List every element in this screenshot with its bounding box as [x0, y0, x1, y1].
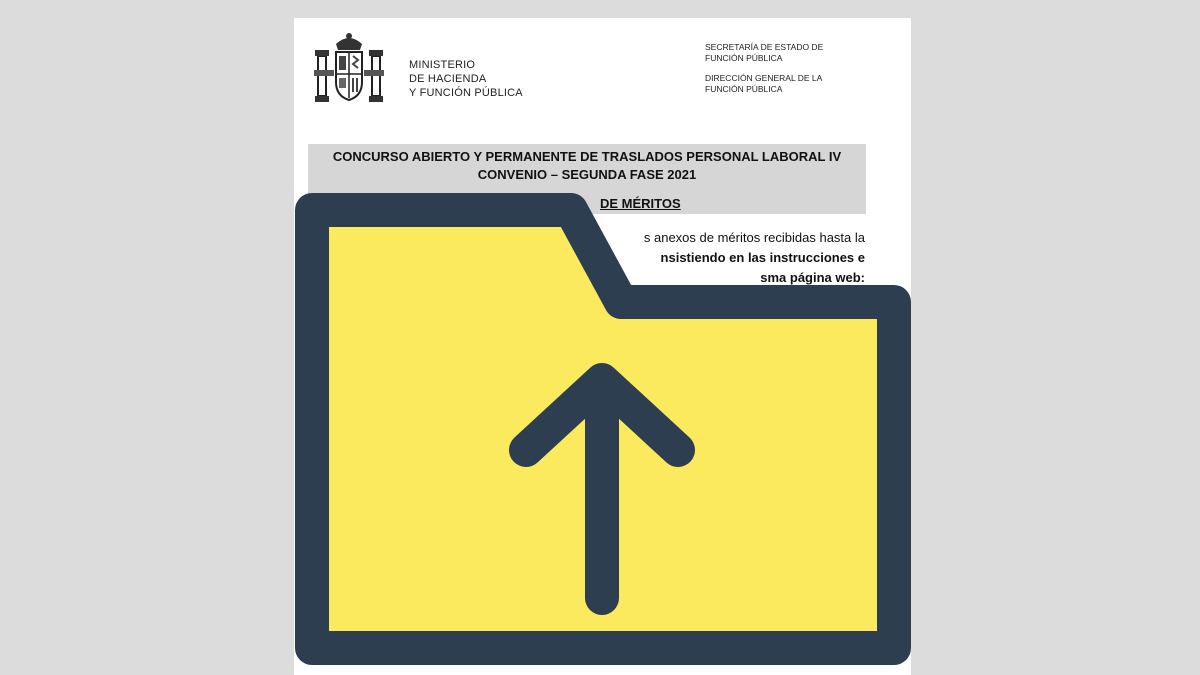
- folder-upload-icon: [294, 192, 912, 666]
- title-line: CONVENIO – SEGUNDA FASE 2021: [477, 167, 697, 182]
- secretaria-line: SECRETARÍA DE ESTADO DE: [705, 42, 824, 52]
- secretaria-line: FUNCIÓN PÚBLICA: [705, 53, 783, 63]
- coat-of-arms-icon: [312, 30, 386, 108]
- direccion-line: FUNCIÓN PÚBLICA: [705, 84, 783, 94]
- ministry-line: DE HACIENDA: [409, 73, 487, 85]
- document-subtitle: DE MÉRITOS: [600, 196, 681, 211]
- body-line: sma página web:: [760, 270, 865, 285]
- ministry-line: MINISTERIO: [409, 59, 476, 71]
- department-header: [705, 42, 823, 95]
- ministry-name: [409, 58, 523, 100]
- direccion-line: DIRECCIÓN GENERAL DE LA: [705, 73, 823, 83]
- title-line: CONCURSO ABIERTO Y PERMANENTE DE TRASLADOS PERSONAL LABORAL IV: [332, 149, 842, 164]
- body-line: nsistiendo en las instrucciones e: [660, 250, 865, 265]
- body-line: s anexos de méritos recibidas hasta la: [643, 230, 865, 245]
- document-title: [308, 148, 866, 184]
- ministry-line: Y FUNCIÓN PÚBLICA: [409, 87, 523, 99]
